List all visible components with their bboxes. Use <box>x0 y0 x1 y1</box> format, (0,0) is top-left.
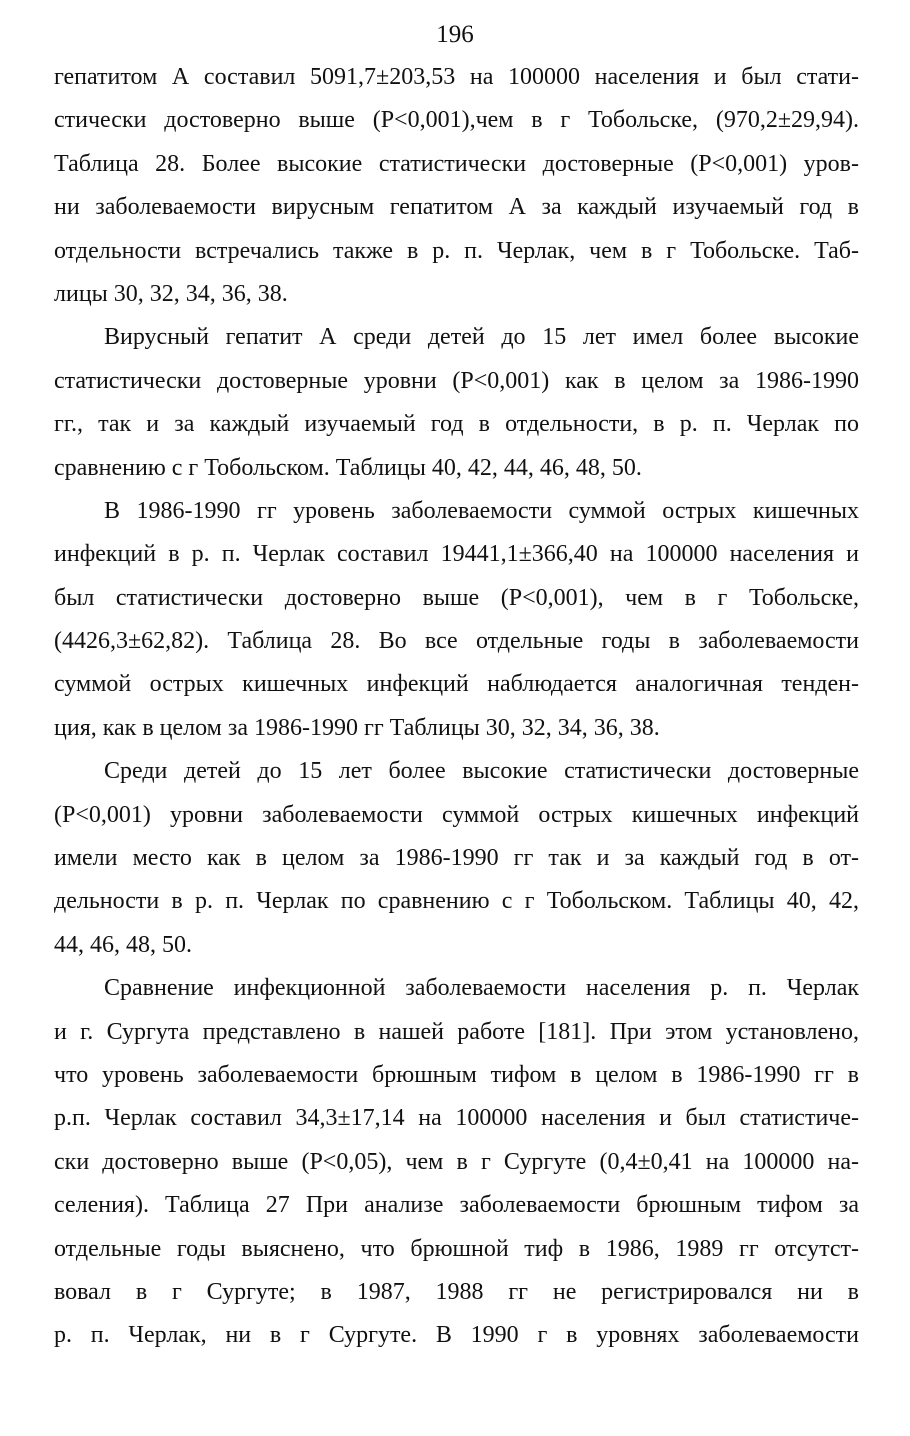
text-line: был статистически достоверно выше (Р<0,001), чем в г Тобольске, <box>54 584 859 611</box>
text-line: суммой острых кишечных инфекций наблюдается аналогичная тенден- <box>54 671 859 698</box>
text-line: ни заболеваемости вирусным гепатитом А за каждый изучаемый год в <box>54 194 859 221</box>
text-line: В 1986-1990 гг уровень заболеваемости суммой острых кишечных <box>104 497 859 524</box>
text-line: Среди детей до 15 лет более высокие статистически достоверные <box>104 758 859 785</box>
body-text <box>54 56 859 1358</box>
text-line: имели место как в целом за 1986-1990 гг так и за каждый год в от- <box>54 845 859 872</box>
text-line: гг., так и за каждый изучаемый год в отдельности, в р. п. Черлак по <box>54 411 859 438</box>
text-line: (Р<0,001) уровни заболеваемости суммой острых кишечных инфекций <box>54 801 859 828</box>
text-line: отдельности встречались также в р. п. Черлак, чем в г Тобольске. Таб- <box>54 237 859 264</box>
text-line: Вирусный гепатит А среди детей до 15 лет имел более высокие <box>104 324 859 351</box>
text-line: статистически достоверные уровни (Р<0,001) как в целом за 1986-1990 <box>54 367 859 394</box>
text-line: р. п. Черлак, ни в г Сургуте. В 1990 г в уровнях заболеваемости <box>54 1322 859 1349</box>
text-line: Таблица 28. Более высокие статистически достоверные (Р<0,001) уров- <box>54 150 859 177</box>
text-line: инфекций в р. п. Черлак составил 19441,1±366,40 на 100000 населения и <box>54 541 859 568</box>
text-line: гепатитом А составил 5091,7±203,53 на 100000 населения и был стати- <box>54 64 859 90</box>
text-line: что уровень заболеваемости брюшным тифом в целом в 1986-1990 гг в <box>54 1061 859 1088</box>
page-number: 196 <box>436 21 474 48</box>
text-line: (4426,3±62,82). Таблица 28. Во все отдельные годы в заболеваемости <box>54 628 859 655</box>
text-line: р.п. Черлак составил 34,3±17,14 на 100000 населения и был статистиче- <box>54 1105 859 1132</box>
text-line: отдельные годы выяснено, что брюшной тиф в 1986, 1989 гг отсутст- <box>54 1235 859 1262</box>
text-line: дельности в р. п. Черлак по сравнению с г Тобольском. Таблицы 40, 42, <box>54 888 859 915</box>
text-line: лицы 30, 32, 34, 36, 38. <box>54 280 288 307</box>
text-line: 44, 46, 48, 50. <box>54 931 192 958</box>
text-line: сравнению с г Тобольском. Таблицы 40, 42, 44, 46, 48, 50. <box>54 454 642 481</box>
text-line: селения). Таблица 27 При анализе заболеваемости брюшным тифом за <box>54 1192 859 1219</box>
text-line: и г. Сургута представлено в нашей работе [181]. При этом установлено, <box>54 1018 859 1045</box>
text-line: Сравнение инфекционной заболеваемости населения р. п. Черлак <box>104 975 859 1002</box>
text-line: стически достоверно выше (Р<0,001),чем в г Тобольске, (970,2±29,94). <box>54 107 859 134</box>
text-line: вовал в г Сургуте; в 1987, 1988 гг не регистрировался ни в <box>54 1278 859 1305</box>
text-line: ция, как в целом за 1986-1990 гг Таблицы 30, 32, 34, 36, 38. <box>54 714 660 741</box>
text-line: ски достоверно выше (Р<0,05), чем в г Сургуте (0,4±0,41 на 100000 на- <box>54 1148 859 1175</box>
